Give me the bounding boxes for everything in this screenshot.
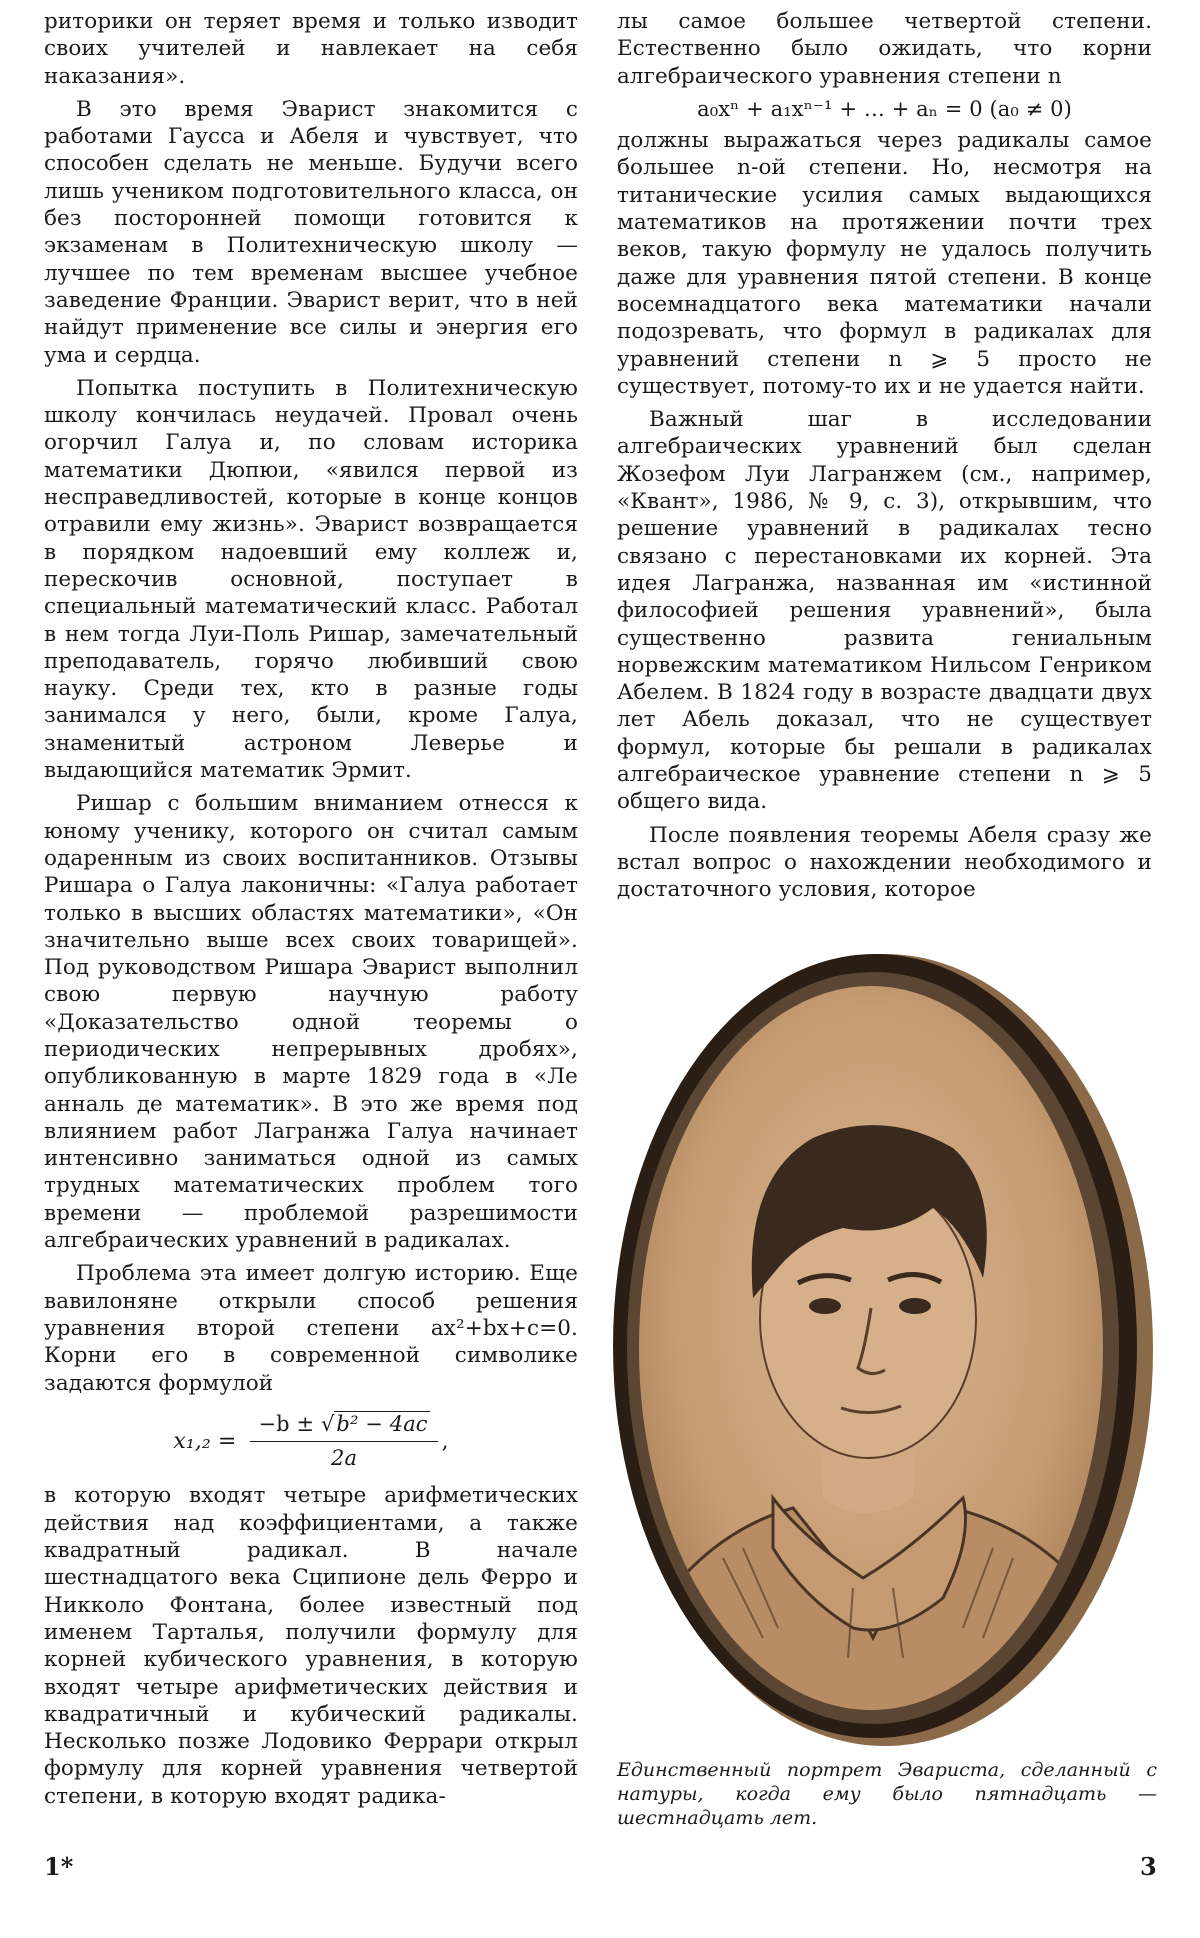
formula-denominator: 2a <box>331 1446 358 1471</box>
paragraph: После появления теоремы Абеля сразу же встал вопрос о нахождении необходимого и достаточного условия, которое <box>617 822 1152 903</box>
paragraph: лы самое большее четвертой степени. Естественно было ожидать, что корни алгебраического уравнения степени n <box>617 9 1152 89</box>
right-eye <box>899 1298 931 1314</box>
paragraph: Попытка поступить в Политехническую школу кончилась неудачей. Провал очень огорчил Галуа и, по словам историка математики Дюпюи, «явился первой из несправедливостей, которые в конце концов отравили ему жизнь». Эварист возвращается в порядком надоевший ему коллеж и, перескочив основной, поступает в специальный математический класс. Работал в нем тогда Луи-Поль Ришар, замечательный преподаватель, горячо любивший свою науку. Среди тех, кто в разные годы занимался у него, были, кроме Галуа, знаменитый астроном Леверье и выдающийся математик Эрмит. <box>44 375 578 784</box>
right-column <box>617 8 1152 904</box>
portrait-caption: Единственный портрет Эвариста, сделанный с натуры, когда ему было пятнадцать — шестнадцать лет. <box>617 1759 1157 1829</box>
page-number: 3 <box>1140 1852 1157 1881</box>
formula-radicand: b² − 4ac <box>336 1411 428 1436</box>
formula-fraction <box>250 1411 437 1473</box>
signature-mark: 1* <box>44 1852 74 1881</box>
left-eye <box>809 1298 841 1314</box>
quadratic-formula <box>44 1411 578 1473</box>
paragraph: в которую входят четыре арифметических действия над коэффициентами, а также квадратный радикал. В начале шестнадцатого века Сципионе дель Ферро и Никколо Фонтана, более известный под именем Тарталья, получили формулу для корней кубического уравнения, в которую входят четыре арифметических действия и квадратичный и кубический радикалы. Несколько позже Лодовико Феррари открыл формулу для корней уравнения четвертой степени, в которую входят радика- <box>44 1483 578 1809</box>
formula-lhs: x₁,₂ = <box>173 1428 237 1454</box>
formula-tail: , <box>441 1428 449 1454</box>
paragraph: В это время Эварист знакомится с работами Гаусса и Абеля и чувствует, что способен сделать не меньше. Будучи всего лишь учеником подготовительного класса, он без посторонней помощи готовится к экзаменам в Политехническую школу — лучшее по тем временам высшее учебное заведение Франции. Эварист верит, что в ней найдут применение все силы и энергия его ума и сердца. <box>44 96 578 368</box>
paragraph: Важный шаг в исследовании алгебраических уравнений был сделан Жозефом Луи Лагранжем (см., например, «Квант», 1986, № 9, с. 3), открывшим, что решение уравнений в радикалах тесно связано с перестановками их корней. Эта идея Лагранжа, названная им «истинной философией решения уравнений», была существенно развита гениальным норвежским математиком Нильсом Генриком Абелем. В 1824 году в возрасте двадцати двух лет Абель доказал, что не существует формул, которые бы решали в радикалах алгебраическое уравнение степени n ⩾ 5 общего вида. <box>617 407 1152 815</box>
paragraph: Ришар с большим вниманием отнесся к юному ученику, которого он считал самым одаренным из своих воспитанников. Отзывы Ришара о Галуа лаконичны: «Галуа работает только в высших областях математики», «Он значительно выше всех своих товарищей». Под руководством Ришара Эварист выполнил свою первую научную работу «Доказательство одной теоремы о периодических непрерывных дробях», опубликованную в марте 1829 года в «Ле анналь де математик». В это же время под влиянием работ Лагранжа Галуа начинает интенсивно заниматься одной из самых трудных математических проблем того времени — проблемой разрешимости алгебраических уравнений в радикалах. <box>44 791 578 1254</box>
formula-numerator <box>250 1411 437 1442</box>
paragraph: должны выражаться через радикалы самое большее n-ой степени. Но, несмотря на титанические усилия самых выдающихся математиков на протяжении почти трех веков, такую формулу не удалось получить даже для уравнения пятой степени. В конце восемнадцатого века математики начали подозревать, что формул в радикалах для уравнений степени n ⩾ 5 просто не существует, потому-то их и не удается найти. <box>617 128 1152 399</box>
left-column <box>44 8 578 1810</box>
polynomial-formula: a₀xⁿ + a₁xⁿ⁻¹ + … + aₙ = 0 (a₀ ≠ 0) <box>697 96 1072 121</box>
paragraph: Проблема эта имеет долгую историю. Еще вавилоняне открыли способ решения уравнения второй степени ax²+bx+c=0. Корни его в современной символике задаются формулой <box>44 1261 578 1396</box>
paragraph: риторики он теряет время и только изводит своих учителей и навлекает на себя наказания». <box>44 9 578 89</box>
formula-num-prefix: −b ± √ <box>258 1411 335 1436</box>
portrait-image <box>603 938 1163 1748</box>
